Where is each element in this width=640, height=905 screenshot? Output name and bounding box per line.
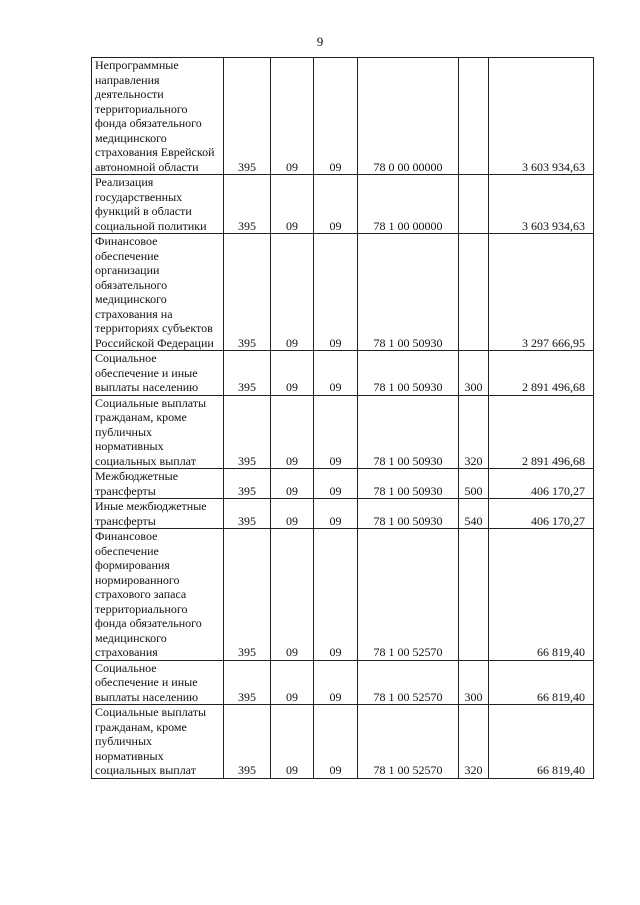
expense-type-code xyxy=(459,58,489,175)
expense-type-code: 300 xyxy=(459,351,489,396)
amount: 406 170,27 xyxy=(489,469,594,499)
section-code: 09 xyxy=(271,705,314,779)
row-name: Социальные выплаты гражданам, кроме публичных нормативных социальных выплат xyxy=(92,395,224,469)
table-row xyxy=(92,705,594,779)
section-code: 09 xyxy=(271,499,314,529)
row-name: Социальное обеспечение и иные выплаты населению xyxy=(92,660,224,705)
section-code: 09 xyxy=(271,234,314,351)
table-row xyxy=(92,499,594,529)
row-name: Межбюджетные трансферты xyxy=(92,469,224,499)
table-row xyxy=(92,469,594,499)
row-name: Социальные выплаты гражданам, кроме публичных нормативных социальных выплат xyxy=(92,705,224,779)
amount: 66 819,40 xyxy=(489,529,594,661)
subsection-code: 09 xyxy=(314,705,358,779)
expense-type-code: 320 xyxy=(459,705,489,779)
expense-type-code xyxy=(459,529,489,661)
amount: 3 603 934,63 xyxy=(489,58,594,175)
target-code: 78 1 00 50930 xyxy=(358,499,459,529)
table-row xyxy=(92,234,594,351)
amount: 406 170,27 xyxy=(489,499,594,529)
page-number: 9 xyxy=(316,34,324,49)
subsection-code: 09 xyxy=(314,351,358,396)
section-code: 09 xyxy=(271,351,314,396)
section-code: 09 xyxy=(271,175,314,234)
row-name: Финансовое обеспечение формирования нормированного страхового запаса территориального фонда обязательного медицинского страхования xyxy=(92,529,224,661)
row-name: Финансовое обеспечение организации обязательного медицинского страхования на территориях субъектов Российской Федерации xyxy=(92,234,224,351)
section-code: 09 xyxy=(271,529,314,661)
expense-type-code: 320 xyxy=(459,395,489,469)
table-row xyxy=(92,175,594,234)
subsection-code: 09 xyxy=(314,529,358,661)
row-name: Иные межбюджетные трансферты xyxy=(92,499,224,529)
row-name: Социальное обеспечение и иные выплаты населению xyxy=(92,351,224,396)
expense-type-code: 500 xyxy=(459,469,489,499)
admin-code: 395 xyxy=(224,660,271,705)
subsection-code: 09 xyxy=(314,499,358,529)
target-code: 78 1 00 50930 xyxy=(358,395,459,469)
admin-code: 395 xyxy=(224,351,271,396)
admin-code: 395 xyxy=(224,395,271,469)
admin-code: 395 xyxy=(224,499,271,529)
budget-table xyxy=(91,57,594,779)
target-code: 78 1 00 50930 xyxy=(358,351,459,396)
table-row xyxy=(92,351,594,396)
section-code: 09 xyxy=(271,58,314,175)
admin-code: 395 xyxy=(224,234,271,351)
target-code: 78 1 00 52570 xyxy=(358,660,459,705)
amount: 2 891 496,68 xyxy=(489,351,594,396)
amount: 66 819,40 xyxy=(489,660,594,705)
expense-type-code: 540 xyxy=(459,499,489,529)
target-code: 78 1 00 50930 xyxy=(358,469,459,499)
target-code: 78 1 00 52570 xyxy=(358,705,459,779)
admin-code: 395 xyxy=(224,58,271,175)
admin-code: 395 xyxy=(224,175,271,234)
subsection-code: 09 xyxy=(314,660,358,705)
amount: 66 819,40 xyxy=(489,705,594,779)
table-row xyxy=(92,529,594,661)
target-code: 78 1 00 52570 xyxy=(358,529,459,661)
subsection-code: 09 xyxy=(314,58,358,175)
expense-type-code: 300 xyxy=(459,660,489,705)
section-code: 09 xyxy=(271,469,314,499)
section-code: 09 xyxy=(271,395,314,469)
subsection-code: 09 xyxy=(314,469,358,499)
admin-code: 395 xyxy=(224,469,271,499)
target-code: 78 0 00 00000 xyxy=(358,58,459,175)
amount: 3 297 666,95 xyxy=(489,234,594,351)
table-row xyxy=(92,58,594,175)
table-row xyxy=(92,395,594,469)
expense-type-code xyxy=(459,234,489,351)
admin-code: 395 xyxy=(224,705,271,779)
subsection-code: 09 xyxy=(314,175,358,234)
row-name: Непрограммные направления деятельности территориального фонда обязательного медицинского страхования Еврейской автономной области xyxy=(92,58,224,175)
expense-type-code xyxy=(459,175,489,234)
target-code: 78 1 00 50930 xyxy=(358,234,459,351)
target-code: 78 1 00 00000 xyxy=(358,175,459,234)
section-code: 09 xyxy=(271,660,314,705)
amount: 2 891 496,68 xyxy=(489,395,594,469)
row-name: Реализация государственных функций в области социальной политики xyxy=(92,175,224,234)
table-row xyxy=(92,660,594,705)
subsection-code: 09 xyxy=(314,395,358,469)
admin-code: 395 xyxy=(224,529,271,661)
amount: 3 603 934,63 xyxy=(489,175,594,234)
subsection-code: 09 xyxy=(314,234,358,351)
